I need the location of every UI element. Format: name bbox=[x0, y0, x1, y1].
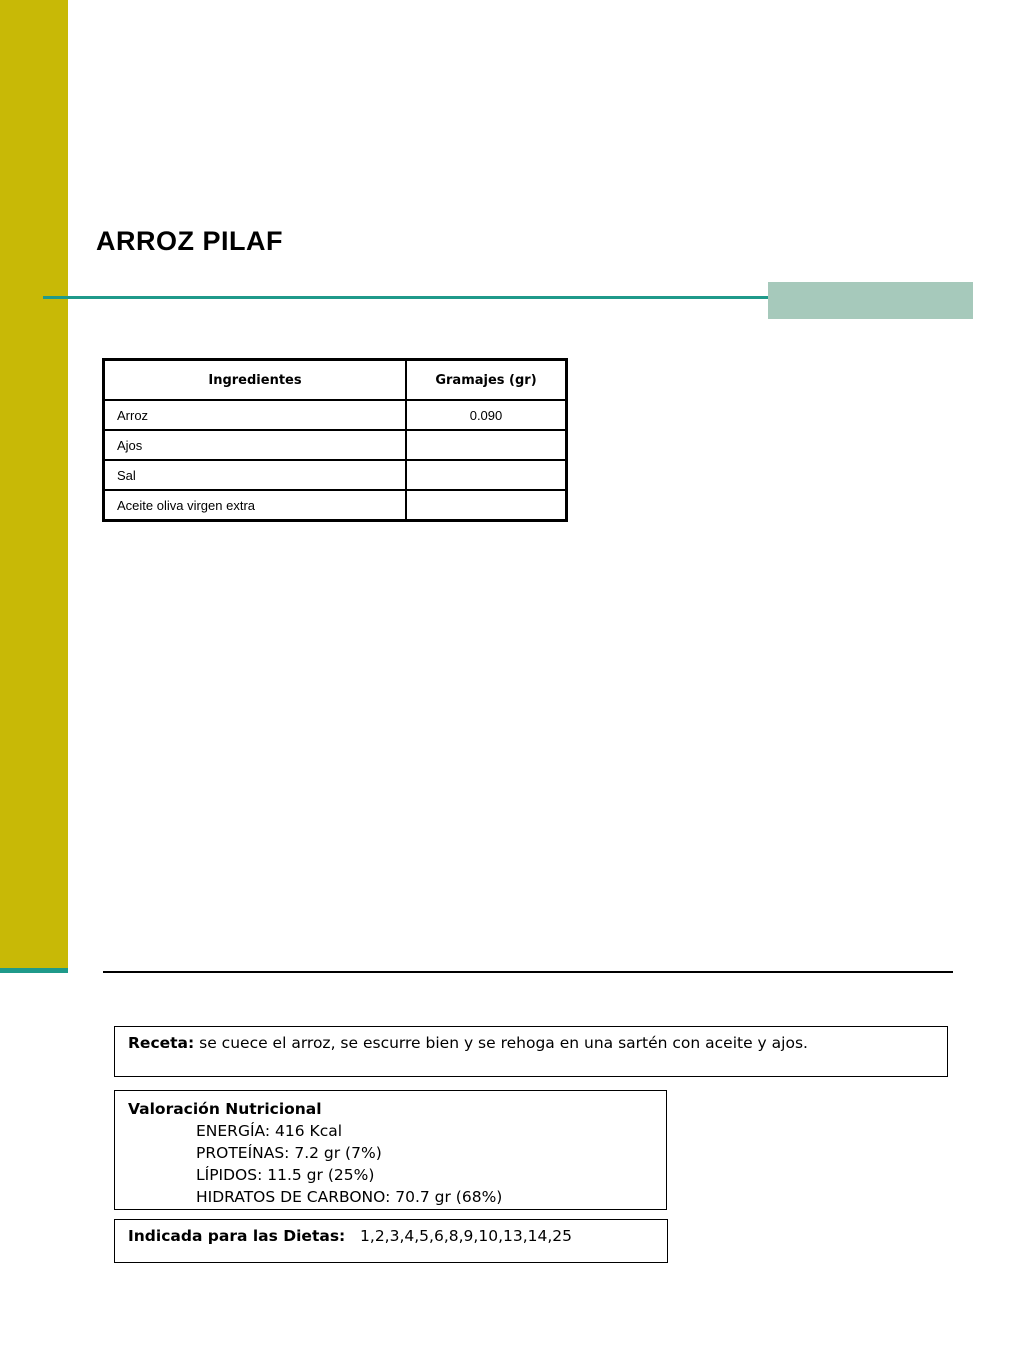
header-gramajes: Gramajes (gr) bbox=[406, 360, 567, 401]
table-row bbox=[104, 400, 567, 430]
ingredient-name: Sal bbox=[104, 460, 407, 490]
left-sidebar-accent bbox=[0, 968, 68, 973]
diets-box bbox=[114, 1219, 668, 1263]
ingredient-name: Arroz bbox=[104, 400, 407, 430]
nutrition-protein: PROTEÍNAS: 7.2 gr (7%) bbox=[196, 1144, 382, 1162]
table-header-row bbox=[104, 360, 567, 401]
table-row bbox=[104, 460, 567, 490]
page-title: ARROZ PILAF bbox=[96, 226, 283, 256]
diets-value: 1,2,3,4,5,6,8,9,10,13,14,25 bbox=[360, 1227, 573, 1245]
diets-label: Indicada para las Dietas: bbox=[128, 1227, 346, 1245]
left-sidebar-bar bbox=[0, 0, 68, 968]
nutrition-box bbox=[114, 1090, 667, 1210]
recipe-text: se cuece el arroz, se escurre bien y se rehoga en una sartén con aceite y ajos. bbox=[194, 1034, 808, 1052]
nutrition-heading: Valoración Nutricional bbox=[128, 1100, 322, 1118]
nutrition-lipids: LÍPIDOS: 11.5 gr (25%) bbox=[196, 1166, 375, 1184]
ingredient-grams bbox=[406, 430, 567, 460]
ingredient-grams: 0.090 bbox=[406, 400, 567, 430]
recipe-box bbox=[114, 1026, 948, 1077]
table-row bbox=[104, 430, 567, 460]
nutrition-carbs: HIDRATOS DE CARBONO: 70.7 gr (68%) bbox=[196, 1188, 503, 1206]
recipe-label: Receta: bbox=[128, 1034, 195, 1052]
ingredient-name: Ajos bbox=[104, 430, 407, 460]
table-row bbox=[104, 490, 567, 521]
section-divider bbox=[103, 971, 953, 973]
ingredient-grams bbox=[406, 490, 567, 521]
ingredient-name: Aceite oliva virgen extra bbox=[104, 490, 407, 521]
header-ingredientes: Ingredientes bbox=[104, 360, 407, 401]
ingredient-grams bbox=[406, 460, 567, 490]
ingredients-table bbox=[102, 358, 568, 522]
title-accent-block bbox=[768, 282, 973, 319]
nutrition-energy: ENERGÍA: 416 Kcal bbox=[196, 1122, 343, 1140]
